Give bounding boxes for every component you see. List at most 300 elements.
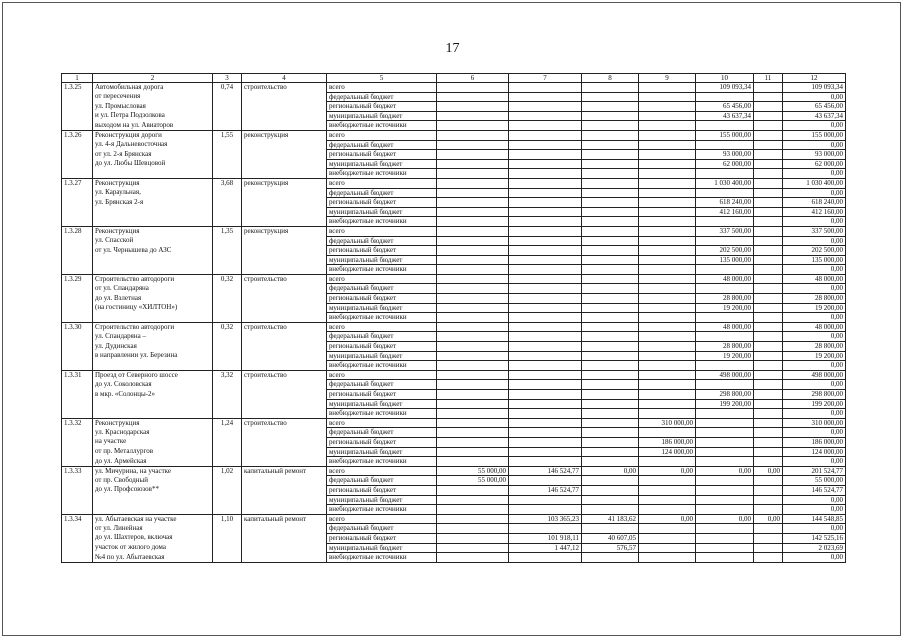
object-name-line: от пересечения: [93, 92, 213, 102]
amount-cell: 576,57: [582, 543, 639, 553]
funding-source: всего: [327, 466, 437, 476]
amount-cell: 0,00: [754, 514, 783, 524]
amount-cell: [509, 313, 582, 323]
column-number: 1: [62, 74, 93, 83]
amount-cell: 28 800,00: [696, 294, 754, 304]
amount-cell: [582, 294, 639, 304]
table-row: [62, 418, 846, 428]
column-number: 8: [582, 74, 639, 83]
amount-cell: [754, 102, 783, 112]
amount-cell: [754, 332, 783, 342]
table-row: [62, 457, 846, 467]
amount-cell: [437, 380, 509, 390]
amount-cell: 298 800,00: [783, 390, 846, 400]
amount-cell: [696, 485, 754, 495]
funding-source: муниципальный бюджет: [327, 543, 437, 553]
amount-cell: 412 160,00: [783, 207, 846, 217]
funding-source: региональный бюджет: [327, 294, 437, 304]
funding-source: федеральный бюджет: [327, 188, 437, 198]
amount-cell: [437, 437, 509, 447]
amount-cell: [639, 390, 696, 400]
object-name-line: до ул. Шахтеров, включая: [93, 533, 213, 543]
object-name-line: [93, 265, 213, 275]
amount-cell: [437, 332, 509, 342]
amount-cell: [696, 437, 754, 447]
item-number: 1.3.34: [62, 514, 93, 562]
amount-cell: [509, 140, 582, 150]
column-number: 5: [327, 74, 437, 83]
amount-cell: [639, 274, 696, 284]
amount-cell: [437, 418, 509, 428]
amount-cell: [582, 217, 639, 227]
amount-cell: [437, 313, 509, 323]
amount-cell: 0,00: [783, 236, 846, 246]
object-name-line: (на гостиницу «ХИЛТОН»): [93, 303, 213, 313]
amount-cell: 2 023,69: [783, 543, 846, 553]
amount-cell: [696, 524, 754, 534]
work-type: реконструкция: [242, 226, 327, 274]
budget-table: [61, 73, 846, 563]
length-km: 1,02: [213, 466, 242, 514]
amount-cell: [509, 342, 582, 352]
table-row: [62, 255, 846, 265]
funding-source: муниципальный бюджет: [327, 351, 437, 361]
amount-cell: [509, 361, 582, 371]
amount-cell: [639, 92, 696, 102]
length-km: 1,10: [213, 514, 242, 562]
amount-cell: [754, 198, 783, 208]
amount-cell: [639, 121, 696, 131]
amount-cell: [582, 140, 639, 150]
amount-cell: [437, 342, 509, 352]
object-name-line: на участке: [93, 437, 213, 447]
amount-cell: 0,00: [783, 169, 846, 179]
table-row: [62, 428, 846, 438]
amount-cell: [437, 207, 509, 217]
table-row: [62, 505, 846, 515]
amount-cell: [754, 111, 783, 121]
length-km: 3,68: [213, 178, 242, 226]
amount-cell: [696, 409, 754, 419]
amount-cell: [437, 111, 509, 121]
object-name-line: ул. Караульная,: [93, 188, 213, 198]
amount-cell: [754, 533, 783, 543]
amount-cell: [639, 169, 696, 179]
table-row: [62, 102, 846, 112]
amount-cell: [582, 524, 639, 534]
amount-cell: [639, 524, 696, 534]
table-row: [62, 466, 846, 476]
object-name-line: от ул. 2-я Брянская: [93, 150, 213, 160]
amount-cell: [754, 294, 783, 304]
amount-cell: [639, 533, 696, 543]
funding-source: внебюджетные источники: [327, 169, 437, 179]
table-row: [62, 553, 846, 563]
amount-cell: [437, 294, 509, 304]
item-number: 1.3.29: [62, 274, 93, 322]
item-number: 1.3.25: [62, 83, 93, 131]
table-row: [62, 236, 846, 246]
amount-cell: 0,00: [783, 188, 846, 198]
amount-cell: [582, 274, 639, 284]
amount-cell: [509, 370, 582, 380]
amount-cell: [639, 265, 696, 275]
amount-cell: [437, 495, 509, 505]
amount-cell: [437, 274, 509, 284]
amount-cell: [639, 476, 696, 486]
amount-cell: [696, 447, 754, 457]
amount-cell: [437, 246, 509, 256]
amount-cell: [509, 418, 582, 428]
item-number: 1.3.32: [62, 418, 93, 466]
amount-cell: [437, 322, 509, 332]
funding-source: региональный бюджет: [327, 342, 437, 352]
amount-cell: [437, 92, 509, 102]
header-row: [62, 74, 846, 83]
funding-source: муниципальный бюджет: [327, 399, 437, 409]
amount-cell: [582, 284, 639, 294]
object-name-line: [93, 409, 213, 419]
amount-cell: 65 456,00: [783, 102, 846, 112]
table-row: [62, 226, 846, 236]
object-name-line: от ул. Линейная: [93, 524, 213, 534]
amount-cell: [754, 236, 783, 246]
amount-cell: [754, 150, 783, 160]
amount-cell: [509, 322, 582, 332]
amount-cell: 124 000,00: [639, 447, 696, 457]
funding-source: всего: [327, 418, 437, 428]
amount-cell: 0,00: [783, 332, 846, 342]
funding-source: внебюджетные источники: [327, 121, 437, 131]
table-row: [62, 342, 846, 352]
amount-cell: 93 000,00: [696, 150, 754, 160]
object-name-line: от ул. Чернышева до АЗС: [93, 246, 213, 256]
amount-cell: [639, 399, 696, 409]
amount-cell: [437, 447, 509, 457]
funding-source: региональный бюджет: [327, 246, 437, 256]
table-row: [62, 447, 846, 457]
amount-cell: [437, 409, 509, 419]
work-type: строительство: [242, 83, 327, 131]
amount-cell: 298 800,00: [696, 390, 754, 400]
amount-cell: 0,00: [783, 428, 846, 438]
amount-cell: 0,00: [582, 466, 639, 476]
funding-source: муниципальный бюджет: [327, 255, 437, 265]
funding-source: федеральный бюджет: [327, 236, 437, 246]
amount-cell: 146 524,77: [509, 466, 582, 476]
amount-cell: [639, 150, 696, 160]
amount-cell: [754, 390, 783, 400]
amount-cell: 142 525,16: [783, 533, 846, 543]
amount-cell: [754, 437, 783, 447]
funding-source: муниципальный бюджет: [327, 207, 437, 217]
amount-cell: 0,00: [783, 553, 846, 563]
amount-cell: [754, 217, 783, 227]
amount-cell: 28 800,00: [783, 342, 846, 352]
amount-cell: 0,00: [639, 466, 696, 476]
amount-cell: [509, 150, 582, 160]
amount-cell: [754, 361, 783, 371]
amount-cell: [582, 380, 639, 390]
amount-cell: [509, 495, 582, 505]
amount-cell: [639, 457, 696, 467]
amount-cell: [582, 188, 639, 198]
work-type: капитальный ремонт: [242, 466, 327, 514]
amount-cell: [754, 226, 783, 236]
amount-cell: [509, 399, 582, 409]
table-row: [62, 380, 846, 390]
funding-source: муниципальный бюджет: [327, 111, 437, 121]
object-name-line: Автомобильная дорога: [93, 83, 213, 93]
funding-source: региональный бюджет: [327, 437, 437, 447]
object-name-line: ул. Мичурина, на участке: [93, 466, 213, 476]
object-name-line: ул. Дудинская: [93, 342, 213, 352]
amount-cell: 109 093,34: [696, 83, 754, 93]
table-row: [62, 169, 846, 179]
amount-cell: [639, 140, 696, 150]
table-row: [62, 217, 846, 227]
amount-cell: [696, 543, 754, 553]
amount-cell: 48 000,00: [783, 322, 846, 332]
amount-cell: [582, 246, 639, 256]
amount-cell: [696, 476, 754, 486]
amount-cell: 155 000,00: [783, 130, 846, 140]
table-row: [62, 485, 846, 495]
amount-cell: [639, 207, 696, 217]
funding-source: внебюджетные источники: [327, 553, 437, 563]
amount-cell: [582, 428, 639, 438]
amount-cell: [437, 390, 509, 400]
amount-cell: [696, 236, 754, 246]
table-row: [62, 313, 846, 323]
amount-cell: 0,00: [783, 284, 846, 294]
amount-cell: [437, 169, 509, 179]
table-row: [62, 294, 846, 304]
amount-cell: [509, 130, 582, 140]
amount-cell: [582, 476, 639, 486]
length-km: 0,74: [213, 83, 242, 131]
amount-cell: [639, 543, 696, 553]
amount-cell: [437, 198, 509, 208]
amount-cell: [639, 495, 696, 505]
amount-cell: 62 000,00: [696, 159, 754, 169]
table-row: [62, 140, 846, 150]
amount-cell: [639, 370, 696, 380]
amount-cell: 199 200,00: [696, 399, 754, 409]
amount-cell: [437, 188, 509, 198]
amount-cell: [582, 169, 639, 179]
amount-cell: [696, 495, 754, 505]
amount-cell: 101 918,11: [509, 533, 582, 543]
object-name-line: [93, 255, 213, 265]
amount-cell: [582, 236, 639, 246]
amount-cell: [437, 457, 509, 467]
amount-cell: [754, 83, 783, 93]
amount-cell: [437, 543, 509, 553]
amount-cell: [696, 313, 754, 323]
amount-cell: [582, 457, 639, 467]
object-name-line: Строительство автодороги: [93, 274, 213, 284]
table-row: [62, 150, 846, 160]
amount-cell: 48 000,00: [696, 322, 754, 332]
funding-source: региональный бюджет: [327, 533, 437, 543]
column-number: 6: [437, 74, 509, 83]
object-name-line: до ул. Взлетная: [93, 294, 213, 304]
amount-cell: [696, 553, 754, 563]
amount-cell: 412 160,00: [696, 207, 754, 217]
amount-cell: 310 000,00: [639, 418, 696, 428]
amount-cell: [509, 226, 582, 236]
amount-cell: [582, 370, 639, 380]
amount-cell: [639, 178, 696, 188]
table-row: [62, 437, 846, 447]
amount-cell: 43 637,34: [783, 111, 846, 121]
amount-cell: [639, 428, 696, 438]
amount-cell: 0,00: [783, 495, 846, 505]
amount-cell: [639, 342, 696, 352]
object-name-line: от пр. Металлургов: [93, 447, 213, 457]
amount-cell: 144 548,85: [783, 514, 846, 524]
amount-cell: [437, 361, 509, 371]
amount-cell: [437, 178, 509, 188]
funding-source: внебюджетные источники: [327, 217, 437, 227]
table-row: [62, 83, 846, 93]
table-row: [62, 370, 846, 380]
amount-cell: [582, 322, 639, 332]
amount-cell: [582, 332, 639, 342]
length-km: 1,55: [213, 130, 242, 178]
funding-source: региональный бюджет: [327, 390, 437, 400]
object-name-line: выходом на ул. Авиаторов: [93, 121, 213, 131]
amount-cell: [754, 159, 783, 169]
amount-cell: 201 524,77: [783, 466, 846, 476]
amount-cell: [437, 236, 509, 246]
funding-source: всего: [327, 514, 437, 524]
funding-source: внебюджетные источники: [327, 505, 437, 515]
funding-source: всего: [327, 274, 437, 284]
amount-cell: 55 000,00: [437, 476, 509, 486]
column-number: 9: [639, 74, 696, 83]
amount-cell: [754, 178, 783, 188]
amount-cell: [582, 409, 639, 419]
amount-cell: 199 200,00: [783, 399, 846, 409]
table-row: [62, 332, 846, 342]
object-name-line: до ул. Любы Шевцовой: [93, 159, 213, 169]
amount-cell: [754, 255, 783, 265]
amount-cell: [754, 485, 783, 495]
amount-cell: 41 183,62: [582, 514, 639, 524]
length-km: 1,35: [213, 226, 242, 274]
table-row: [62, 188, 846, 198]
amount-cell: 0,00: [754, 466, 783, 476]
object-name-line: до ул. Профсоюзов**: [93, 485, 213, 495]
amount-cell: [509, 178, 582, 188]
amount-cell: 109 093,34: [783, 83, 846, 93]
amount-cell: [509, 409, 582, 419]
amount-cell: [509, 246, 582, 256]
amount-cell: [639, 294, 696, 304]
amount-cell: [754, 130, 783, 140]
amount-cell: [509, 553, 582, 563]
column-number: 4: [242, 74, 327, 83]
amount-cell: [582, 159, 639, 169]
amount-cell: [509, 524, 582, 534]
page-number: 17: [445, 41, 460, 56]
amount-cell: [754, 342, 783, 352]
amount-cell: [437, 121, 509, 131]
amount-cell: [754, 428, 783, 438]
amount-cell: [639, 236, 696, 246]
object-name-line: ул. Спасской: [93, 236, 213, 246]
amount-cell: 19 200,00: [696, 351, 754, 361]
table-row: [62, 514, 846, 524]
amount-cell: [509, 255, 582, 265]
amount-cell: [639, 188, 696, 198]
funding-source: муниципальный бюджет: [327, 303, 437, 313]
amount-cell: [754, 303, 783, 313]
table-row: [62, 111, 846, 121]
object-name-line: Реконструкция: [93, 226, 213, 236]
object-name-line: Реконструкция: [93, 178, 213, 188]
amount-cell: [437, 159, 509, 169]
amount-cell: [582, 342, 639, 352]
column-number: 12: [783, 74, 846, 83]
amount-cell: [582, 313, 639, 323]
amount-cell: [754, 543, 783, 553]
amount-cell: [754, 313, 783, 323]
column-number: 2: [93, 74, 213, 83]
amount-cell: [437, 428, 509, 438]
amount-cell: [754, 476, 783, 486]
amount-cell: [754, 121, 783, 131]
funding-source: всего: [327, 178, 437, 188]
funding-source: всего: [327, 226, 437, 236]
amount-cell: [696, 332, 754, 342]
amount-cell: 202 500,00: [696, 246, 754, 256]
amount-cell: [582, 390, 639, 400]
amount-cell: 0,00: [783, 140, 846, 150]
object-name-line: и ул. Петра Подзолкова: [93, 111, 213, 121]
amount-cell: [582, 150, 639, 160]
amount-cell: [754, 524, 783, 534]
amount-cell: [509, 159, 582, 169]
amount-cell: 62 000,00: [783, 159, 846, 169]
table-row: [62, 399, 846, 409]
amount-cell: [582, 418, 639, 428]
object-name-line: в мкр. «Солонцы-2»: [93, 390, 213, 400]
table-row: [62, 130, 846, 140]
funding-source: региональный бюджет: [327, 102, 437, 112]
table-row: [62, 284, 846, 294]
amount-cell: 155 000,00: [696, 130, 754, 140]
amount-cell: [437, 217, 509, 227]
amount-cell: [754, 418, 783, 428]
amount-cell: [582, 399, 639, 409]
table-row: [62, 409, 846, 419]
amount-cell: [437, 553, 509, 563]
amount-cell: [509, 274, 582, 284]
amount-cell: [639, 284, 696, 294]
amount-cell: 43 637,34: [696, 111, 754, 121]
work-type: реконструкция: [242, 130, 327, 178]
amount-cell: 0,00: [783, 409, 846, 419]
object-name-line: [93, 313, 213, 323]
amount-cell: 146 524,77: [509, 485, 582, 495]
amount-cell: [582, 303, 639, 313]
amount-cell: [639, 246, 696, 256]
amount-cell: [509, 102, 582, 112]
item-number: 1.3.27: [62, 178, 93, 226]
